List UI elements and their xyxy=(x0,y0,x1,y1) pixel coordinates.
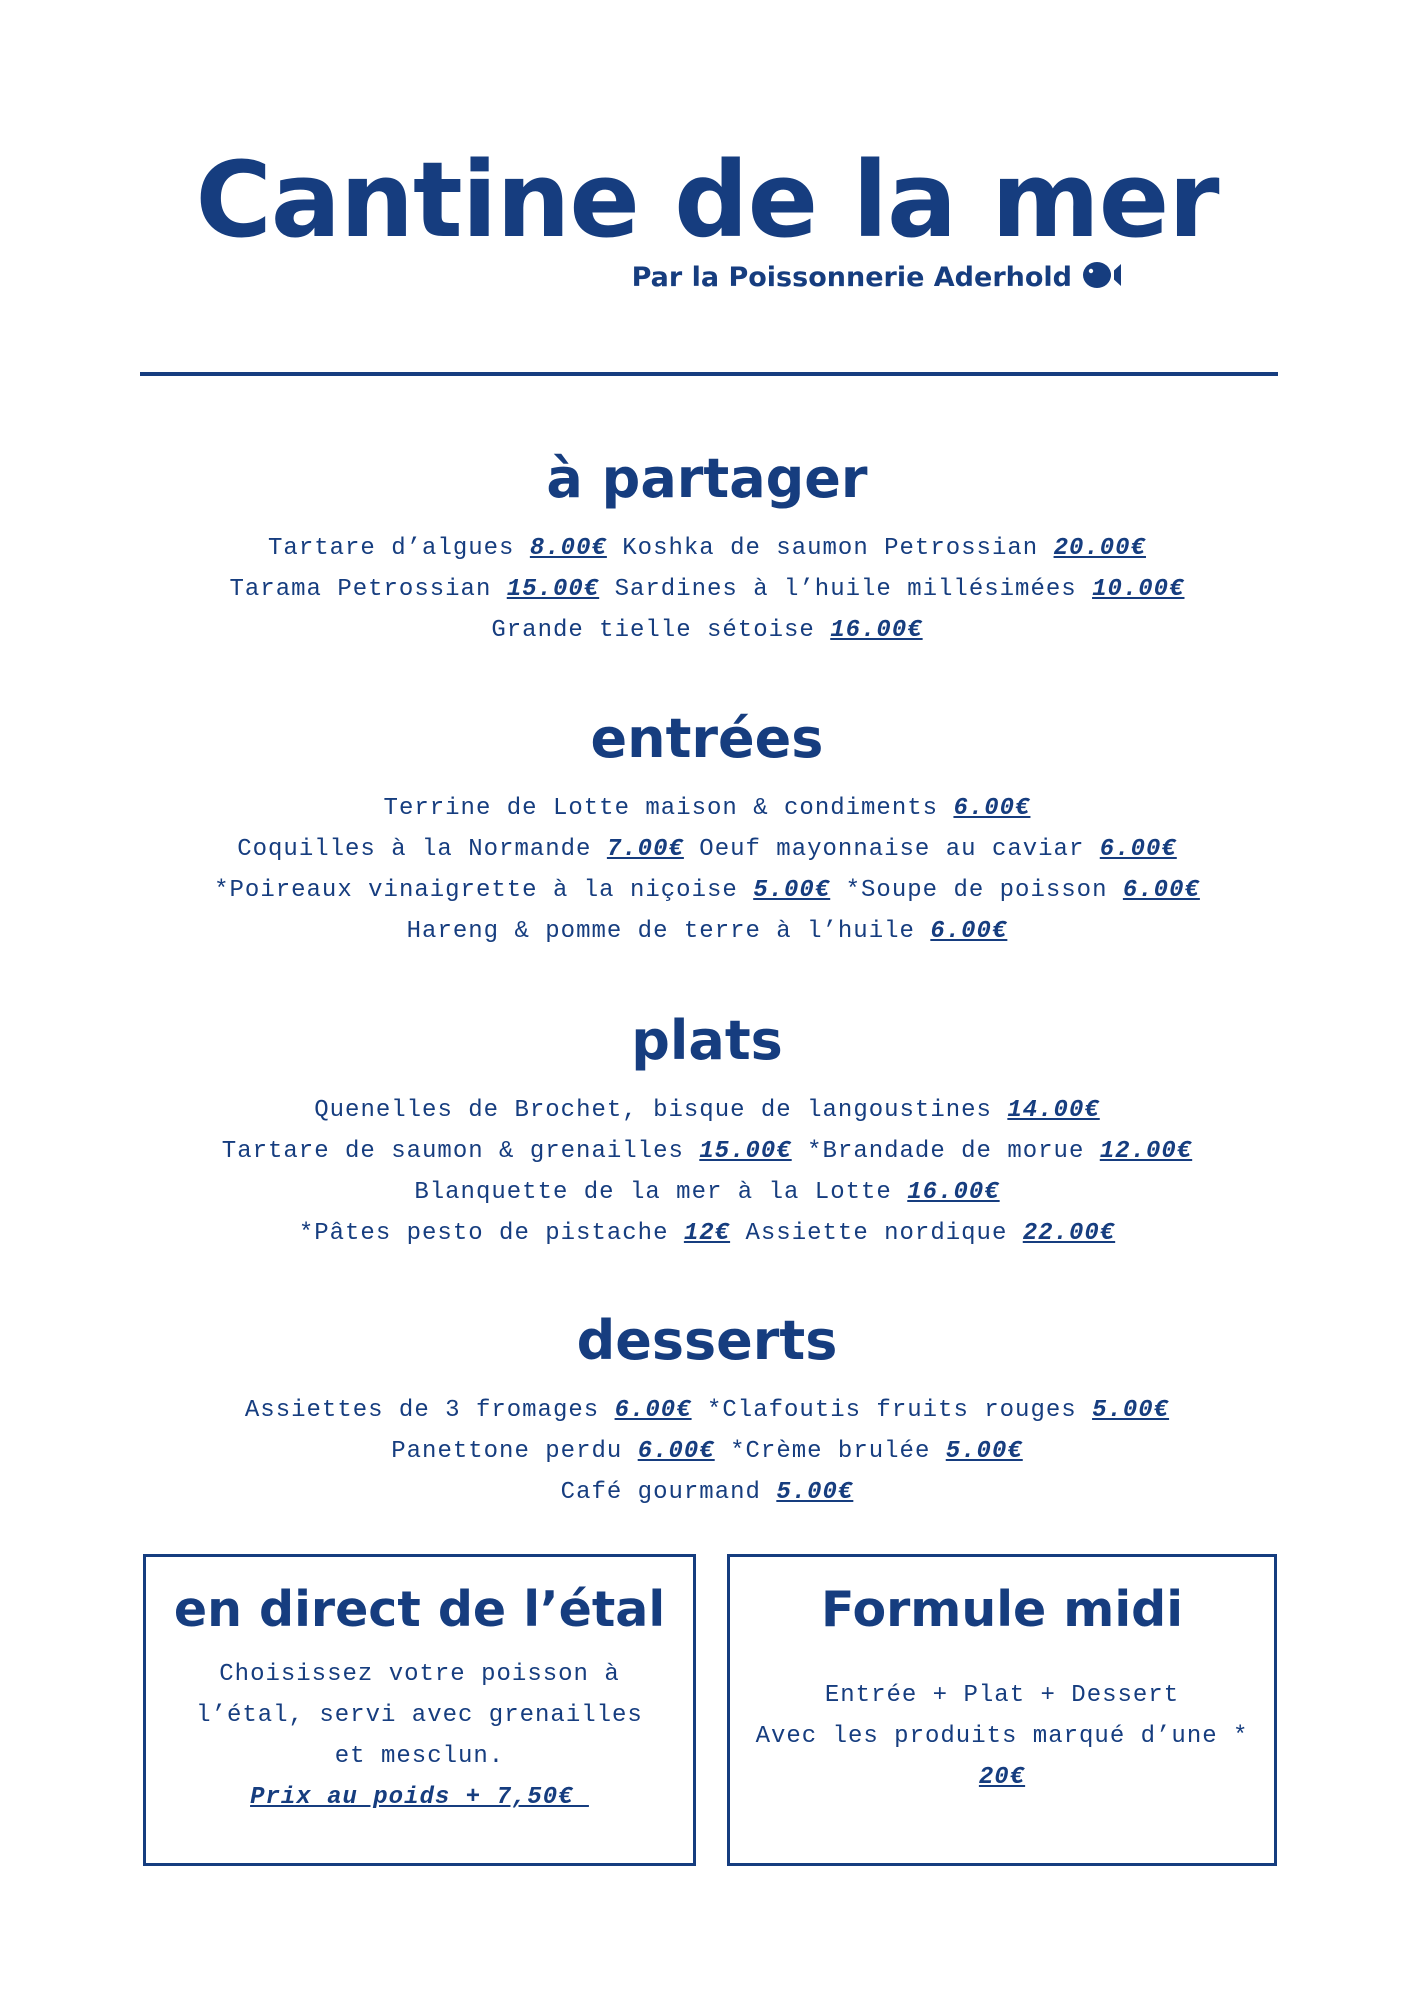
dish-price: 15.00€ xyxy=(506,576,600,603)
menu-line xyxy=(0,1172,1414,1213)
dish-price: 10.00€ xyxy=(1092,576,1185,603)
dish-name: Koshka de saumon Petrossian xyxy=(622,535,1039,562)
section-title: entrées xyxy=(590,707,824,770)
etal-text-line: Choisissez votre poisson à xyxy=(219,1661,620,1688)
dish-price: 6.00€ xyxy=(1122,877,1200,904)
menu-lines xyxy=(0,1390,1414,1513)
section-plats xyxy=(0,1009,1414,1254)
dish-price: 20.00€ xyxy=(1053,535,1146,562)
menu-line xyxy=(0,569,1414,610)
menu-line xyxy=(0,911,1414,952)
menu-lines xyxy=(0,788,1414,952)
menu-line xyxy=(0,528,1414,569)
menu-line xyxy=(0,1213,1414,1254)
dish-price: 14.00€ xyxy=(1007,1097,1100,1124)
formule-text-line: Entrée + Plat + Dessert xyxy=(824,1682,1180,1709)
formule-price: 20€ xyxy=(978,1764,1026,1791)
dish-price: 22.00€ xyxy=(1022,1220,1116,1247)
header-divider xyxy=(140,372,1278,376)
dish-price: 5.00€ xyxy=(1092,1397,1170,1424)
menu-line xyxy=(0,829,1414,870)
menu-lines xyxy=(0,1090,1414,1254)
dish-name: *Poireaux vinaigrette à la niçoise xyxy=(214,877,738,904)
formule-text-line: Avec les produits marqué d’une * xyxy=(755,1723,1249,1750)
dish-price: 6.00€ xyxy=(953,795,1031,822)
dish-name: *Clafoutis fruits rouges xyxy=(707,1397,1077,1424)
dish-price: 12.00€ xyxy=(1099,1138,1193,1165)
dish-price: 16.00€ xyxy=(830,617,923,644)
dish-name: Grande tielle sétoise xyxy=(491,617,815,644)
menu-line xyxy=(0,1131,1414,1172)
etal-text-line: l’étal, servi avec grenailles xyxy=(196,1702,643,1729)
dish-price: 6.00€ xyxy=(614,1397,692,1424)
page-title: Cantine de la mer xyxy=(195,139,1219,261)
menu-line xyxy=(0,1090,1414,1131)
dish-name: Tartare d’algues xyxy=(268,535,515,562)
etal-price: Prix au poids + 7,50€ xyxy=(250,1784,589,1811)
etal-text-line: et mesclun. xyxy=(334,1743,505,1770)
section-desserts xyxy=(0,1309,1414,1513)
formule-title: Formule midi xyxy=(820,1581,1184,1638)
dish-name: Café gourmand xyxy=(560,1479,761,1506)
dish-name: Assiette nordique xyxy=(745,1220,1008,1247)
dish-name: *Crème brulée xyxy=(730,1438,931,1465)
dish-price: 5.00€ xyxy=(776,1479,854,1506)
etal-box xyxy=(143,1554,696,1866)
formule-box xyxy=(727,1554,1277,1866)
dish-price: 6.00€ xyxy=(637,1438,715,1465)
dish-name: Coquilles à la Normande xyxy=(237,836,592,863)
menu-line xyxy=(0,1431,1414,1472)
dish-name: Tarama Petrossian xyxy=(229,576,492,603)
menu-line xyxy=(0,1390,1414,1431)
dish-name: Sardines à l’huile millésimées xyxy=(614,576,1077,603)
dish-price: 5.00€ xyxy=(753,877,831,904)
dish-name: Oeuf mayonnaise au caviar xyxy=(699,836,1085,863)
menu-line xyxy=(0,610,1414,651)
subtitle xyxy=(632,260,1122,295)
dish-name: Quenelles de Brochet, bisque de langoustines xyxy=(314,1097,992,1124)
dish-name: Tartare de saumon & grenailles xyxy=(221,1138,684,1165)
section-title: plats xyxy=(631,1009,783,1072)
menu-line xyxy=(0,870,1414,911)
section-title: desserts xyxy=(576,1309,838,1372)
dish-name: Assiettes de 3 fromages xyxy=(244,1397,600,1424)
section-partager xyxy=(0,447,1414,651)
dish-price: 6.00€ xyxy=(930,918,1008,945)
subtitle-text: Par la Poissonnerie Aderhold xyxy=(631,262,1072,293)
menu-lines xyxy=(0,528,1414,651)
dish-name: Terrine de Lotte maison & condiments xyxy=(383,795,939,822)
dish-price: 15.00€ xyxy=(699,1138,792,1165)
dish-price: 6.00€ xyxy=(1099,836,1177,863)
dish-name: Blanquette de la mer à la Lotte xyxy=(414,1179,892,1206)
dish-name: *Pâtes pesto de pistache xyxy=(298,1220,669,1247)
dish-price: 12€ xyxy=(683,1220,731,1247)
dish-price: 16.00€ xyxy=(907,1179,1000,1206)
dish-name: Panettone perdu xyxy=(391,1438,623,1465)
etal-title: en direct de l’étal xyxy=(173,1581,666,1638)
section-title: à partager xyxy=(546,447,868,510)
dish-price: 7.00€ xyxy=(606,836,684,863)
menu-line xyxy=(0,1472,1414,1513)
fish-icon xyxy=(1082,260,1122,295)
dish-price: 8.00€ xyxy=(529,535,607,562)
dish-name: *Brandade de morue xyxy=(807,1138,1085,1165)
dish-name: Hareng & pomme de terre à l’huile xyxy=(406,918,915,945)
dish-name: *Soupe de poisson xyxy=(845,877,1108,904)
menu-line xyxy=(0,788,1414,829)
section-entrees xyxy=(0,707,1414,952)
dish-price: 5.00€ xyxy=(945,1438,1023,1465)
